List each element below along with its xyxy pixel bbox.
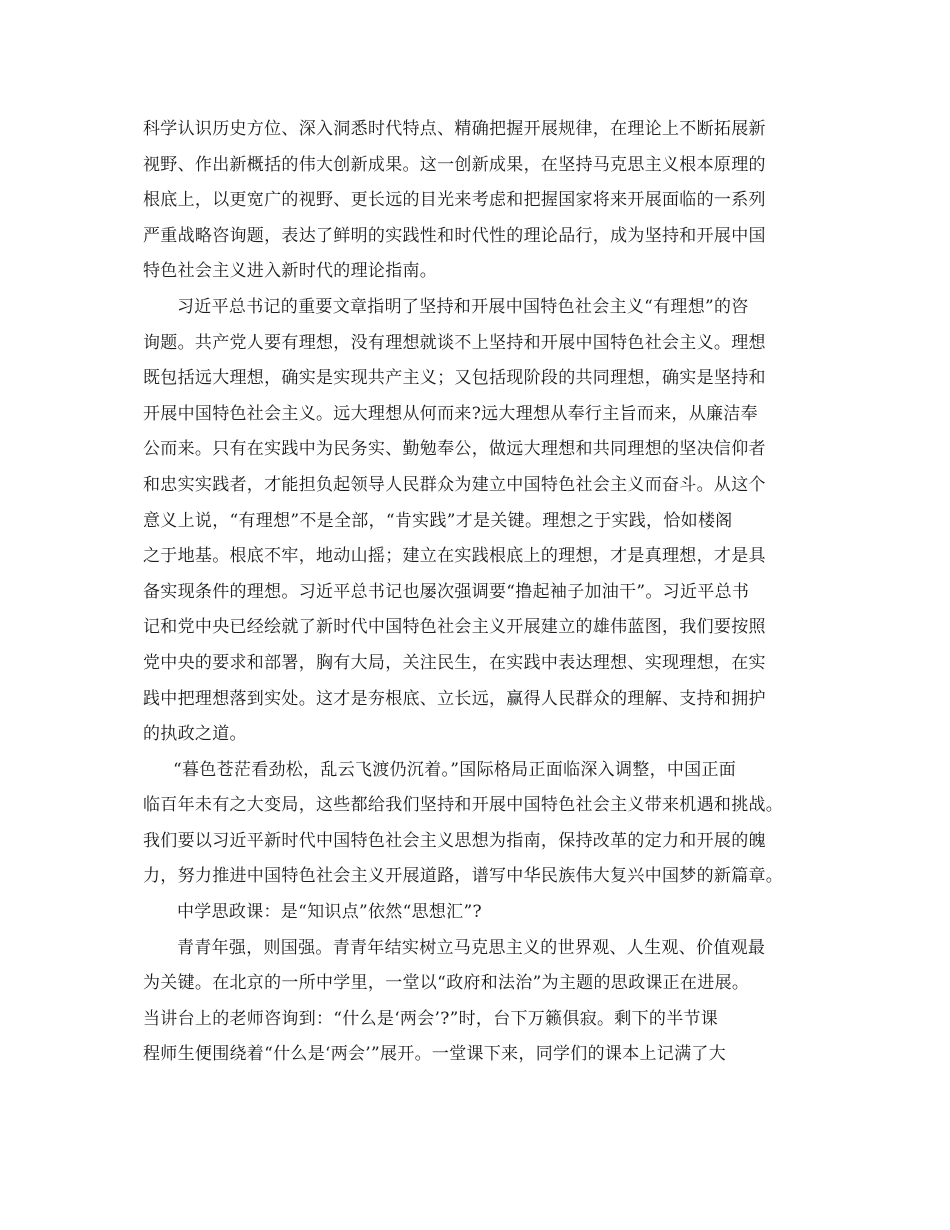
text-line: 之于地基。根底不牢，地动山摇；建立在实践根底上的理想，才是真理想，才是具 xyxy=(143,546,766,567)
text-line: 意义上说，“有理想”不是全部，“肯实践”才是关键。理想之于实践，恰如楼阁 xyxy=(143,510,733,531)
text-line: 当讲台上的老师咨询到：“什么是‘两会’?”时，台下万籁俱寂。剩下的半节课 xyxy=(143,1008,719,1029)
text-line: 为关键。在北京的一所中学里，一堂以“政府和法治”为主题的思政课正在进展。 xyxy=(143,973,750,994)
text-line: 科学认识历史方位、深入洞悉时代特点、精确把握开展规律，在理论上不断拓展新 xyxy=(143,119,766,139)
text-line: 特色社会主义进入新时代的理论指南。 xyxy=(143,261,438,282)
text-line: 的执政之道。 xyxy=(143,724,247,745)
text-line: 习近平总书记的重要文章指明了坚持和开展中国特色社会主义“有理想”的咨 xyxy=(177,296,749,317)
text-line: 党中央的要求和部署，胸有大局，关注民生，在实践中表达理想、实现理想，在实 xyxy=(143,652,766,673)
text-line: 力，努力推进中国特色社会主义开展道路，谱写中华民族伟大复兴中国梦的新篇章。 xyxy=(143,866,784,887)
paragraph-2 xyxy=(143,290,813,753)
text-line: 践中把理想落到实处。这才是夯根底、立长远，赢得人民群众的理解、支持和拥护 xyxy=(143,688,766,709)
text-line: 我们要以习近平新时代中国特色社会主义思想为指南，保持改革的定力和开展的魄 xyxy=(143,830,766,851)
text-line: 备实现条件的理想。习近平总书记也屡次强调要“撸起袖子加油干”。习近平总书 xyxy=(143,581,750,602)
text-line: 记和党中央已经绘就了新时代中国特色社会主义开展建立的雄伟蓝图，我们要按照 xyxy=(143,617,766,638)
heading-line: 中学思政课：是“知识点”依然“思想汇”? xyxy=(177,902,482,923)
text-line: 视野、作出新概括的伟大创新成果。这一创新成果，在坚持马克思主义根本原理的 xyxy=(143,154,766,175)
text-line: 严重战略咨询题，表达了鲜明的实践性和时代性的理论品行，成为坚持和开展中国 xyxy=(143,225,766,246)
document-page xyxy=(143,112,813,1073)
text-line: 询题。共产党人要有理想，没有理想就谈不上坚持和开展中国特色社会主义。理想 xyxy=(143,332,766,353)
text-line: 根底上，以更宽广的视野、更长远的目光来考虑和把握国家将来开展面临的一系列 xyxy=(143,190,766,211)
paragraph-5 xyxy=(143,931,813,1073)
text-line: 开展中国特色社会主义。远大理想从何而来?远大理想从奉行主旨而来，从廉洁奉 xyxy=(143,403,758,424)
text-line: 既包括远大理想，确实是实现共产主义；又包括现阶段的共同理想，确实是坚持和 xyxy=(143,368,766,389)
section-heading xyxy=(143,895,813,931)
text-line: 青青年强，则国强。青青年结实树立马克思主义的世界观、人生观、价值观最 xyxy=(177,937,766,958)
paragraph-3 xyxy=(143,753,813,895)
text-line: 程师生便围绕着“什么是‘两会’”展开。一堂课下来，同学们的课本上记满了大 xyxy=(143,1044,726,1065)
paragraph-1 xyxy=(143,112,813,290)
text-line: 临百年未有之大变局，这些都给我们坚持和开展中国特色社会主义带来机遇和挑战。 xyxy=(143,795,784,816)
text-line: 和忠实实践者，才能担负起领导人民群众为建立中国特色社会主义而奋斗。从这个 xyxy=(143,474,766,495)
text-line: “暮色苍茫看劲松，乱云飞渡仍沉着。”国际格局正面临深入调整，中国正面 xyxy=(173,759,737,780)
text-line: 公而来。只有在实践中为民务实、勤勉奉公，做远大理想和共同理想的坚决信仰者 xyxy=(143,439,766,460)
